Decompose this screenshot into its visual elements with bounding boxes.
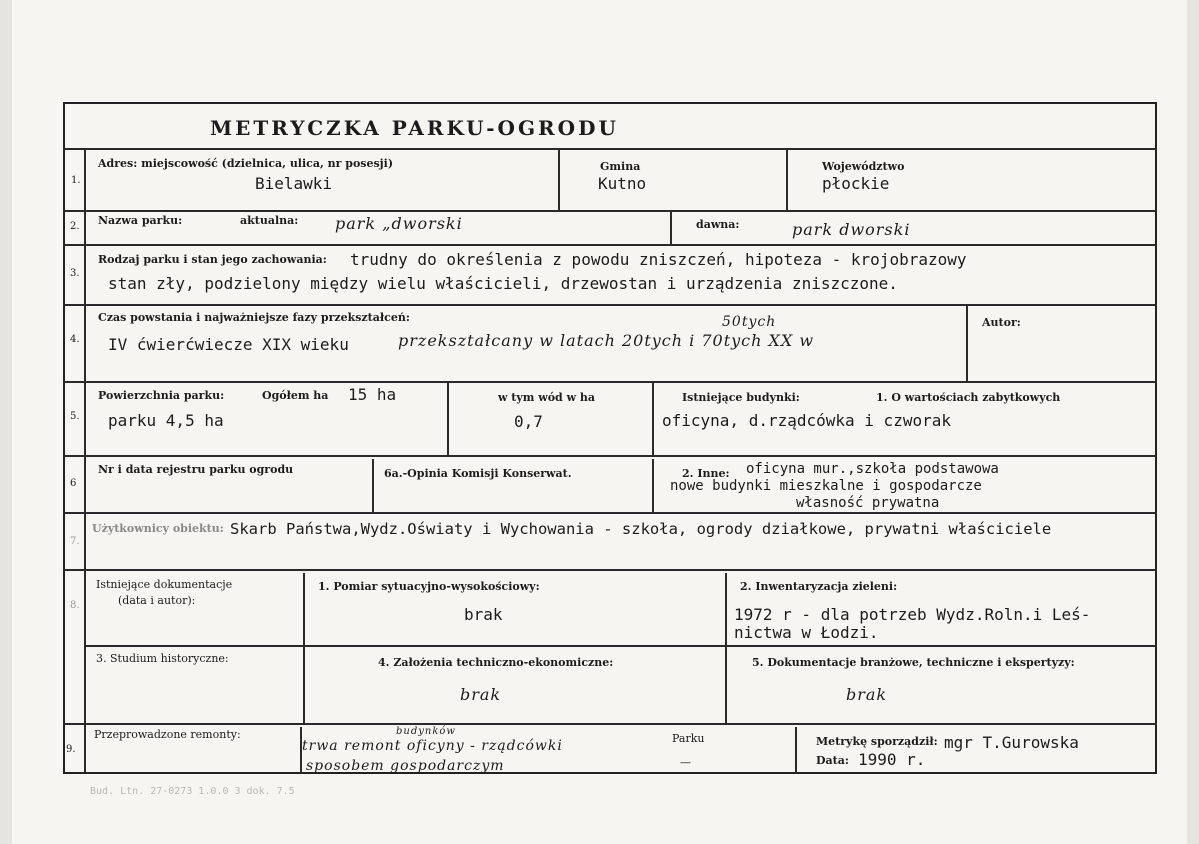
wojewodztwo-value: płockie <box>822 174 890 193</box>
row-divider-7 <box>63 512 1157 514</box>
author-label: Autor: <box>982 316 1021 329</box>
conservator-opinion-label: 6a.-Opinia Komisji Konserwat. <box>384 467 572 480</box>
inventory-line-2: nictwa w Łodzi. <box>734 623 879 642</box>
r6-divider-b <box>652 459 654 512</box>
repairs-insert: budynków <box>396 726 456 737</box>
repairs-line-1: trwa remont oficyny - rządcówki <box>302 738 563 754</box>
current-name-label: aktualna: <box>240 214 299 227</box>
row-divider-8 <box>63 569 1157 571</box>
row-number: 3. <box>70 268 80 279</box>
row-divider-4 <box>63 304 1157 306</box>
form-title: METRYCZKA PARKU-OGRODU <box>210 116 619 140</box>
inventory-label: 2. Inwentaryzacja zieleni: <box>740 580 898 593</box>
r8-divider-a <box>303 573 305 723</box>
r4-divider <box>966 304 968 381</box>
park-name-label: Nazwa parku: <box>98 214 183 227</box>
form-frame <box>63 102 1157 774</box>
row-number-column-divider <box>84 148 86 772</box>
register-label: Nr i data rejestru parku ogrodu <box>98 463 294 476</box>
branch-docs-value: brak <box>846 685 888 704</box>
repairs-line-2: sposobem gospodarczym <box>306 758 505 774</box>
other-buildings-label: 2. Inne: <box>682 467 730 480</box>
row-number: 9. <box>66 744 76 755</box>
r1-divider-a <box>558 148 560 210</box>
other-buildings-line-2: nowe budynki mieszkalne i gospodarcze <box>670 478 982 494</box>
water-area-label: w tym wód w ha <box>498 391 595 404</box>
print-footer: Bud. Ltn. 27-0273 1.0.0 3 dok. 7.5 <box>90 786 295 797</box>
compiled-by-label: Metrykę sporządził: <box>816 735 938 748</box>
repairs-label: Przeprowadzone remonty: <box>94 728 241 741</box>
historical-study-label: 3. Studium historyczne: <box>96 652 229 665</box>
former-name-label: dawna: <box>696 218 740 231</box>
history-label: Czas powstania i najważniejsze fazy przekształceń: <box>98 311 410 324</box>
park-type-line-2: stan zły, podzielony między wielu właścicieli, drzewostan i urządzenia zniszczone. <box>108 274 898 293</box>
row-divider-8b <box>84 645 1157 647</box>
park-type-label: Rodzaj parku i stan jego zachowania: <box>98 253 327 266</box>
row-divider-3 <box>63 244 1157 246</box>
row-divider-5 <box>63 381 1157 383</box>
park-area-value: parku 4,5 ha <box>108 411 224 430</box>
heritage-buildings-value: oficyna, d.rządcówka i czworak <box>662 411 951 430</box>
survey-label: 1. Pomiar sytuacyjno-wysokościowy: <box>318 580 540 593</box>
row-divider-6 <box>63 455 1157 457</box>
r2-divider <box>670 210 672 244</box>
water-area-value: 0,7 <box>514 412 543 431</box>
row-number: 5. <box>70 411 80 422</box>
existing-docs-label: Istniejące dokumentacje <box>96 578 233 591</box>
users-value: Skarb Państwa,Wydz.Oświaty i Wychowania - szkoła, ogrody działkowe, prywatni właściciele <box>230 520 1052 538</box>
gmina-value: Kutno <box>598 174 647 193</box>
scan-edge-left <box>0 0 12 844</box>
wojewodztwo-label: Województwo <box>822 160 905 173</box>
address-value: Bielawki <box>255 174 333 193</box>
r8-divider-b <box>725 573 727 723</box>
r6-divider-a <box>372 459 374 512</box>
history-handwritten: przekształcany w latach 20tych i 70tych XX w <box>398 331 815 350</box>
row-number: 1. <box>71 175 81 186</box>
current-name-value: park „dworski <box>335 214 463 233</box>
technical-economic-label: 4. Założenia techniczno-ekonomiczne: <box>378 656 614 669</box>
r5-divider-b <box>652 381 654 455</box>
survey-value: brak <box>464 605 503 624</box>
row-divider-1 <box>63 148 1157 150</box>
total-area-value: 15 ha <box>348 385 397 404</box>
date-label: Data: <box>816 754 849 767</box>
technical-economic-value: brak <box>460 685 502 704</box>
row-number: 7. <box>70 536 80 547</box>
date-value: 1990 r. <box>858 750 926 769</box>
branch-docs-label: 5. Dokumentacje branżowe, techniczne i ekspertyzy: <box>752 656 1075 669</box>
row-number: 8. <box>70 600 80 611</box>
park-repairs-value: — <box>680 756 691 769</box>
compiled-by-value: mgr T.Gurowska <box>944 733 1079 752</box>
area-label: Powierzchnia parku: <box>98 389 225 402</box>
other-buildings-line-3: własność prywatna <box>796 495 940 511</box>
heritage-buildings-label: 1. O wartościach zabytkowych <box>876 391 1061 404</box>
users-label: Użytkownicy obiektu: <box>92 522 224 535</box>
park-type-line-1: trudny do określenia z powodu zniszczeń, hipoteza - krojobrazowy <box>350 250 967 269</box>
existing-docs-sub: (data i autor): <box>118 594 196 607</box>
row-number: 6 <box>70 478 77 489</box>
r5-divider-a <box>447 381 449 455</box>
park-repairs-label: Parku <box>672 732 705 745</box>
total-area-label: Ogółem ha <box>262 389 329 402</box>
former-name-value: park dworski <box>792 220 911 239</box>
other-buildings-line-1: oficyna mur.,szkoła podstawowa <box>746 461 999 477</box>
r1-divider-b <box>786 148 788 210</box>
history-typed: IV ćwierćwiecze XIX wieku <box>108 335 349 354</box>
history-handwritten-insert: 50tych <box>722 314 777 330</box>
row-divider-9 <box>63 723 1157 725</box>
row-divider-2 <box>63 210 1157 212</box>
r9-divider-b <box>795 727 797 774</box>
scan-edge-right <box>1187 0 1199 844</box>
address-label: Adres: miejscowość (dzielnica, ulica, nr posesji) <box>98 157 394 170</box>
row-number: 2. <box>70 221 80 232</box>
inventory-line-1: 1972 r - dla potrzeb Wydz.Roln.i Leś- <box>734 605 1091 624</box>
row-number: 4. <box>70 334 80 345</box>
buildings-label: Istniejące budynki: <box>682 391 800 404</box>
gmina-label: Gmina <box>600 160 641 173</box>
